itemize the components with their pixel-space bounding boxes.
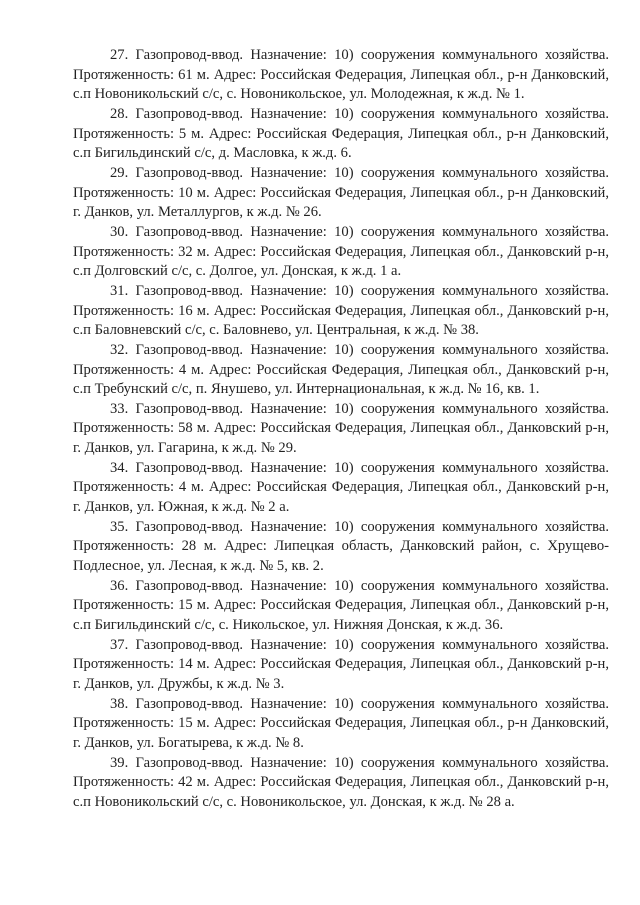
list-item: 32. Газопровод-ввод. Назначение: 10) сооружения коммунального хозяйства. Протяженность: 4 м. Адрес: Российская Федерация, Липецкая обл., Данковский р-н, с.п Требунский с/с, п. Янушево, ул. Интернациональная, к ж.д. № 16, кв. 1.: [73, 341, 609, 398]
list-item: 33. Газопровод-ввод. Назначение: 10) сооружения коммунального хозяйства. Протяженность: 58 м. Адрес: Российская Федерация, Липецкая обл., Данковский р-н, г. Данков, ул. Гагарина, к ж.д. № 29.: [73, 400, 609, 457]
list-item: 37. Газопровод-ввод. Назначение: 10) сооружения коммунального хозяйства. Протяженность: 14 м. Адрес: Российская Федерация, Липецкая обл., Данковский р-н, г. Данков, ул. Дружбы, к ж.д. № 3.: [73, 636, 609, 692]
list-item: 30. Газопровод-ввод. Назначение: 10) сооружения коммунального хозяйства. Протяженность: 32 м. Адрес: Российская Федерация, Липецкая обл., Данковский р-н, с.п Долговский с/с, с. Долгое, ул. Донская, к ж.д. 1 а.: [73, 223, 609, 280]
list-item: 27. Газопровод-ввод. Назначение: 10) сооружения коммунального хозяйства. Протяженность: 61 м. Адрес: Российская Федерация, Липецкая обл., р-н Данковский, с.п Новоникольский с/с, с. Новоникольское, ул. Молодежная, к ж.д. № 1.: [73, 47, 609, 103]
list-item: 36. Газопровод-ввод. Назначение: 10) сооружения коммунального хозяйства. Протяженность: 15 м. Адрес: Российская Федерация, Липецкая обл., Данковский р-н, с.п Бигильдинский с/с, с. Никольское, ул. Нижняя Донская, к ж.д. 36.: [73, 577, 609, 634]
document-body: [73, 46, 609, 813]
list-item: 38. Газопровод-ввод. Назначение: 10) сооружения коммунального хозяйства. Протяженность: 15 м. Адрес: Российская Федерация, Липецкая обл., р-н Данковский, г. Данков, ул. Богатырева, к ж.д. № 8.: [73, 695, 609, 751]
list-item: 29. Газопровод-ввод. Назначение: 10) сооружения коммунального хозяйства. Протяженность: 10 м. Адрес: Российская Федерация, Липецкая обл., р-н Данковский, г. Данков, ул. Металлургов, к ж.д. № 26.: [73, 164, 609, 221]
list-item: 39. Газопровод-ввод. Назначение: 10) сооружения коммунального хозяйства. Протяженность: 42 м. Адрес: Российская Федерация, Липецкая обл., Данковский р-н, с.п Новоникольский с/с, с. Новоникольское, ул. Донская, к ж.д. № 28 а.: [73, 754, 609, 810]
list-item: 34. Газопровод-ввод. Назначение: 10) сооружения коммунального хозяйства. Протяженность: 4 м. Адрес: Российская Федерация, Липецкая обл., Данковский р-н, г. Данков, ул. Южная, к ж.д. № 2 а.: [73, 459, 609, 516]
list-item: 35. Газопровод-ввод. Назначение: 10) сооружения коммунального хозяйства. Протяженность: 28 м. Адрес: Липецкая область, Данковский район, с. Хрущево-Подлесное, ул. Лесная, к ж.д. № 5, кв. 2.: [73, 518, 609, 575]
list-item: 31. Газопровод-ввод. Назначение: 10) сооружения коммунального хозяйства. Протяженность: 16 м. Адрес: Российская Федерация, Липецкая обл., Данковский р-н, с.п Баловневский с/с, с. Баловнево, ул. Центральная, к ж.д. № 38.: [73, 282, 609, 339]
list-item: 28. Газопровод-ввод. Назначение: 10) сооружения коммунального хозяйства. Протяженность: 5 м. Адрес: Российская Федерация, Липецкая обл., р-н Данковский, с.п Бигильдинский с/с, д. Масловка, к ж.д. 6.: [73, 105, 609, 162]
